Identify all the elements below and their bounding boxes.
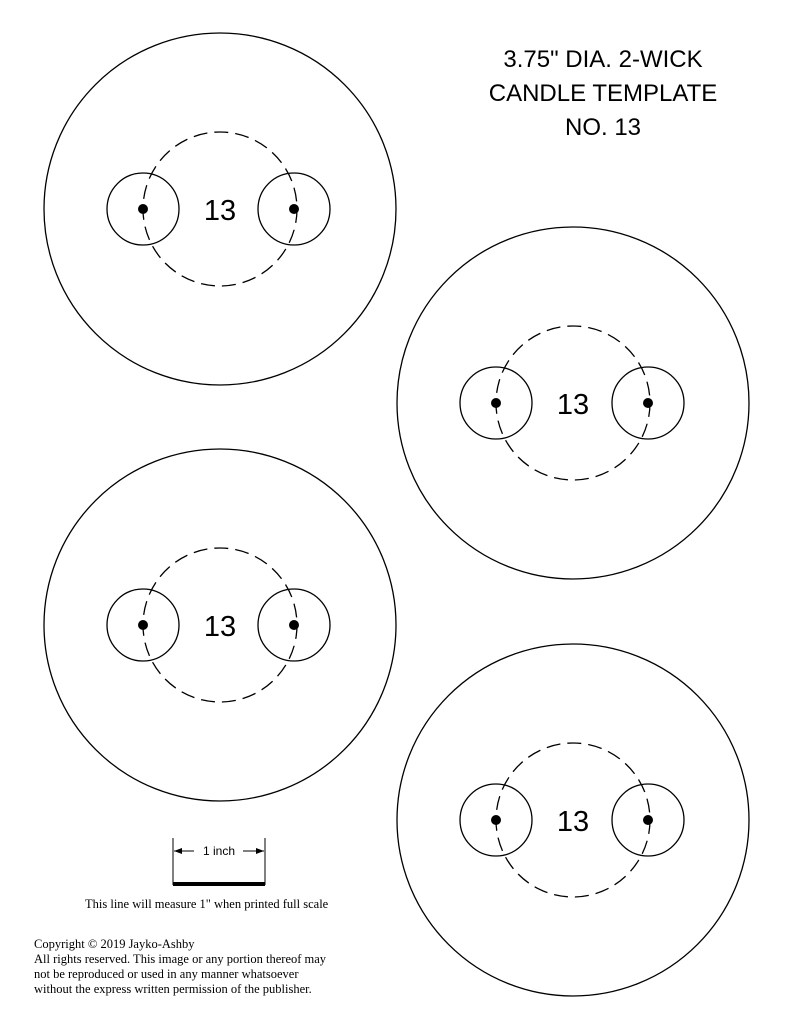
right-wick-dot bbox=[289, 620, 299, 630]
copyright-line-3: not be reproduced or used in any manner whatsoever bbox=[34, 967, 299, 981]
title-line-2: CANDLE TEMPLATE bbox=[488, 80, 718, 107]
left-wick-dot bbox=[138, 620, 148, 630]
scale-arrow-right-icon bbox=[256, 848, 264, 854]
copyright-line-2: All rights reserved. This image or any portion thereof may bbox=[34, 952, 327, 966]
copyright-block bbox=[34, 937, 326, 997]
title-line-3: NO. 13 bbox=[564, 114, 642, 141]
scale-label: 1 inch bbox=[202, 844, 236, 858]
scale-arrow-left-icon bbox=[174, 848, 182, 854]
template-number: 13 bbox=[556, 806, 590, 838]
one-inch-measure-line bbox=[173, 882, 265, 886]
right-wick-dot bbox=[643, 398, 653, 408]
template-number: 13 bbox=[203, 611, 237, 643]
candle-template-3 bbox=[44, 449, 396, 801]
copyright-line-4: without the express written permission of the publisher. bbox=[34, 982, 312, 996]
template-number: 13 bbox=[556, 389, 590, 421]
left-wick-dot bbox=[491, 815, 501, 825]
left-wick-dot bbox=[491, 398, 501, 408]
copyright-line-1: Copyright © 2019 Jayko-Ashby bbox=[34, 937, 195, 951]
right-wick-dot bbox=[643, 815, 653, 825]
title-line-1: 3.75" DIA. 2-WICK bbox=[503, 46, 703, 73]
candle-template-1 bbox=[44, 33, 396, 385]
template-number: 13 bbox=[203, 195, 237, 227]
candle-template-4 bbox=[397, 644, 749, 996]
left-wick-dot bbox=[138, 204, 148, 214]
right-wick-dot bbox=[289, 204, 299, 214]
candle-template-2 bbox=[397, 227, 749, 579]
scale-note: This line will measure 1" when printed full scale bbox=[85, 897, 329, 911]
scale-bar bbox=[173, 838, 265, 886]
